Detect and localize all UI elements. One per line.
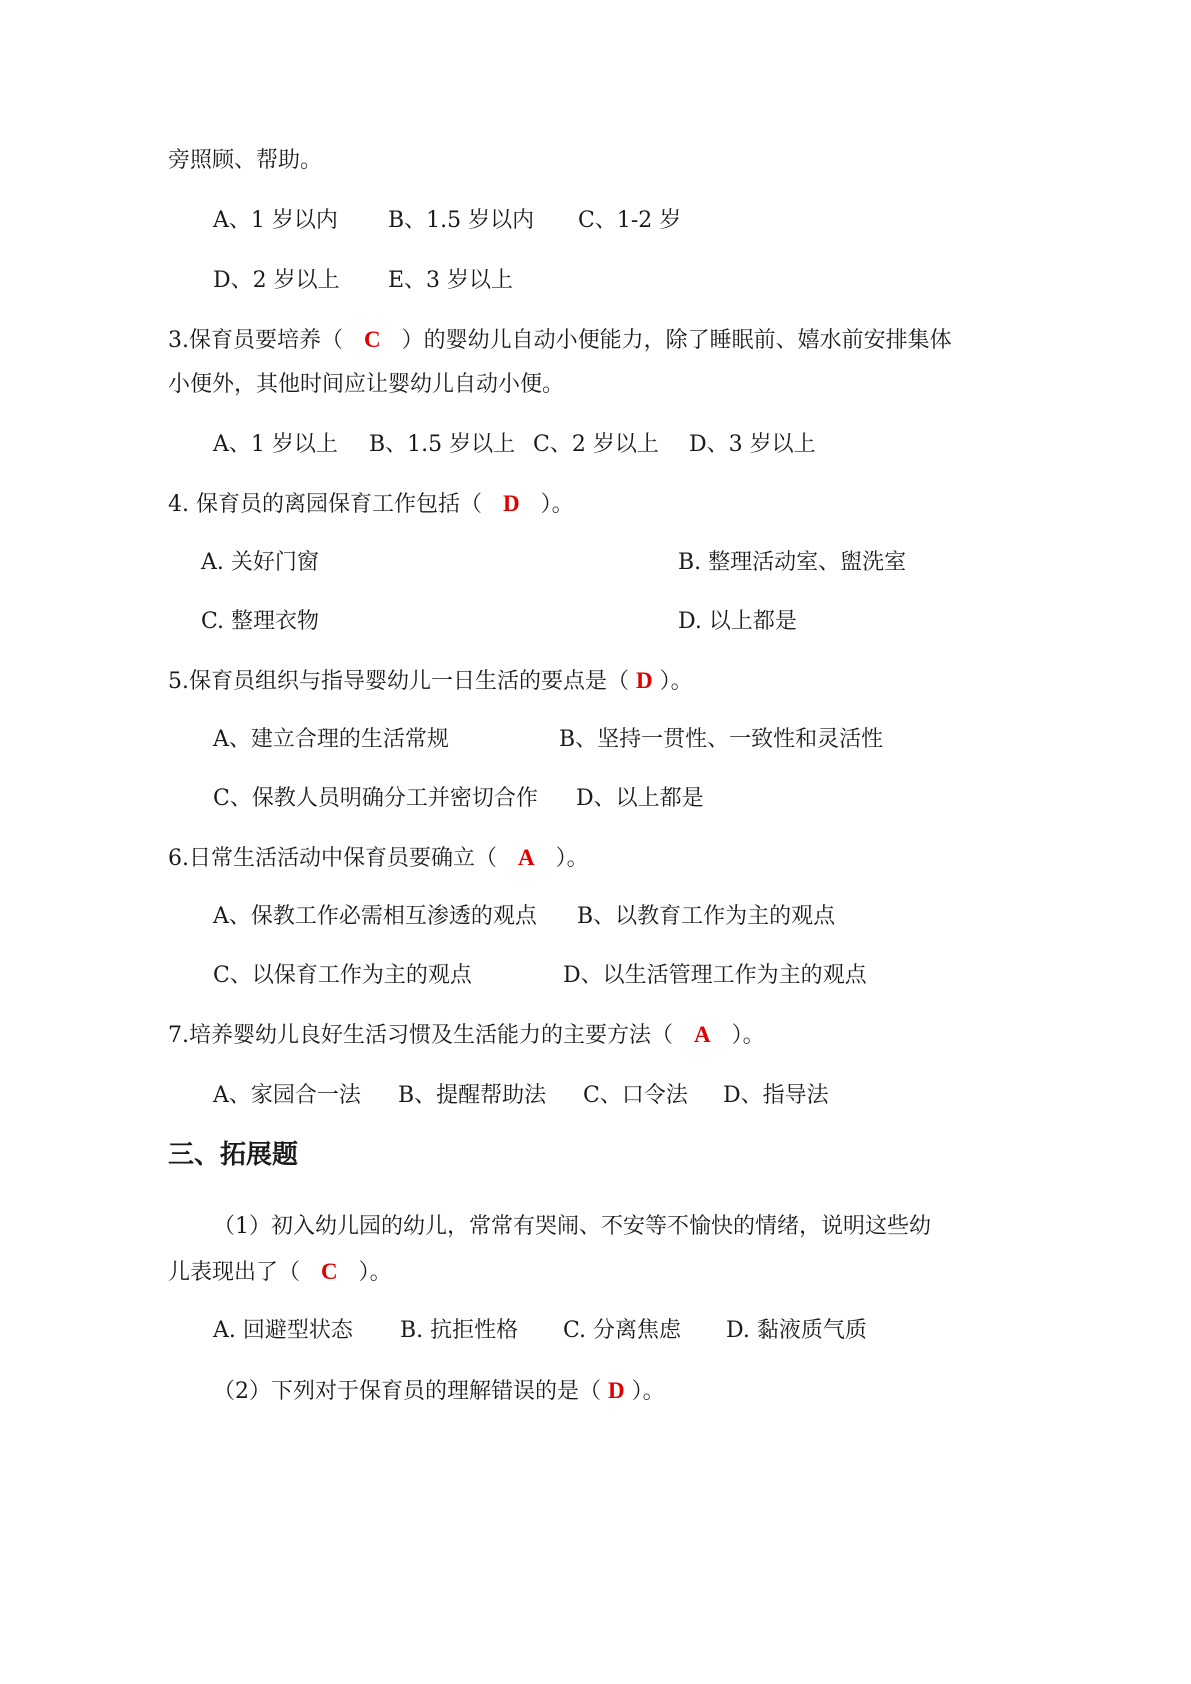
extension-2-answer: D xyxy=(608,1378,625,1403)
q5-option-b: B、坚持一贯性、一致性和灵活性 xyxy=(559,727,884,752)
q2-option-e: E、3 岁以上 xyxy=(388,268,514,293)
question-6 xyxy=(168,843,589,874)
question-7-text-end: ）。 xyxy=(731,1023,765,1048)
e1-option-c: C. 分离焦虑 xyxy=(563,1318,682,1343)
q4-option-c: C. 整理衣物 xyxy=(201,609,320,634)
extension-2 xyxy=(213,1376,665,1407)
question-3-text-end: ）的婴幼儿自动小便能力，除了睡眠前、嬉水前安排集体 xyxy=(401,328,952,353)
extension-1-text-cont: 儿表现出了（ xyxy=(168,1260,301,1285)
q3-option-c: C、2 岁以上 xyxy=(533,432,659,457)
question-7 xyxy=(168,1020,765,1051)
question-3-line2: 小便外，其他时间应让婴幼儿自动小便。 xyxy=(168,372,565,397)
question-5-answer: D xyxy=(636,668,653,693)
question-4 xyxy=(168,489,574,520)
question-4-text: 4. 保育员的离园保育工作包括（ xyxy=(168,492,482,517)
e1-option-a: A. 回避型状态 xyxy=(213,1318,353,1343)
q2-option-a: A、1 岁以内 xyxy=(213,208,338,233)
e1-option-b: B. 抗拒性格 xyxy=(400,1318,519,1343)
question-6-text-end: ）。 xyxy=(555,846,589,871)
question-5-text: 5.保育员组织与指导婴幼儿一日生活的要点是（ xyxy=(168,669,629,694)
q5-option-a: A、建立合理的生活常规 xyxy=(213,727,449,752)
question-3 xyxy=(168,325,952,356)
question-4-answer: D xyxy=(502,491,520,516)
q5-option-c: C、保教人员明确分工并密切合作 xyxy=(213,786,538,811)
question-3-answer: C xyxy=(363,327,381,352)
q3-option-a: A、1 岁以上 xyxy=(213,432,338,457)
question-5 xyxy=(168,666,693,697)
q6-option-b: B、以教育工作为主的观点 xyxy=(577,904,836,929)
q5-option-d: D、以上都是 xyxy=(576,786,704,811)
question-5-text-end: ）。 xyxy=(659,669,693,694)
e1-option-d: D. 黏液质气质 xyxy=(726,1318,867,1343)
question-6-text: 6.日常生活活动中保育员要确立（ xyxy=(168,846,497,871)
extension-1-text: （1）初入幼儿园的幼儿，常常有哭闹、不安等不愉快的情绪，说明这些幼 xyxy=(213,1214,931,1239)
extension-1-answer: C xyxy=(321,1259,338,1284)
question-6-answer: A xyxy=(517,845,535,870)
q4-option-a: A. 关好门窗 xyxy=(201,550,319,575)
q7-option-b: B、提醒帮助法 xyxy=(398,1083,547,1108)
carryover-text: 旁照顾、帮助。 xyxy=(168,148,323,173)
question-4-text-end: ）。 xyxy=(540,492,574,517)
q2-option-c: C、1-2 岁 xyxy=(578,208,682,233)
question-7-text: 7.培养婴幼儿良好生活习惯及生活能力的主要方法（ xyxy=(168,1023,673,1048)
q7-option-a: A、家园合一法 xyxy=(213,1083,361,1108)
question-3-text: 3.保育员要培养（ xyxy=(168,328,343,353)
extension-1-line2 xyxy=(168,1257,392,1288)
q7-option-d: D、指导法 xyxy=(723,1083,829,1108)
q2-option-d: D、2 岁以上 xyxy=(213,268,340,293)
extension-2-text-end: ）。 xyxy=(631,1379,665,1404)
q3-option-b: B、1.5 岁以上 xyxy=(369,432,516,457)
q4-option-d: D. 以上都是 xyxy=(678,609,797,634)
q3-option-d: D、3 岁以上 xyxy=(689,432,816,457)
section-3-heading: 三、拓展题 xyxy=(168,1140,299,1170)
q2-option-b: B、1.5 岁以内 xyxy=(388,208,535,233)
q7-option-c: C、口令法 xyxy=(583,1083,688,1108)
extension-2-text: （2）下列对于保育员的理解错误的是（ xyxy=(213,1379,601,1404)
q6-option-c: C、以保育工作为主的观点 xyxy=(213,963,472,988)
question-7-answer: A xyxy=(693,1022,711,1047)
q4-option-b: B. 整理活动室、盥洗室 xyxy=(678,550,907,575)
q6-option-d: D、以生活管理工作为主的观点 xyxy=(563,963,867,988)
q6-option-a: A、保教工作必需相互渗透的观点 xyxy=(213,904,537,929)
extension-1-text-end: ）。 xyxy=(358,1260,392,1285)
